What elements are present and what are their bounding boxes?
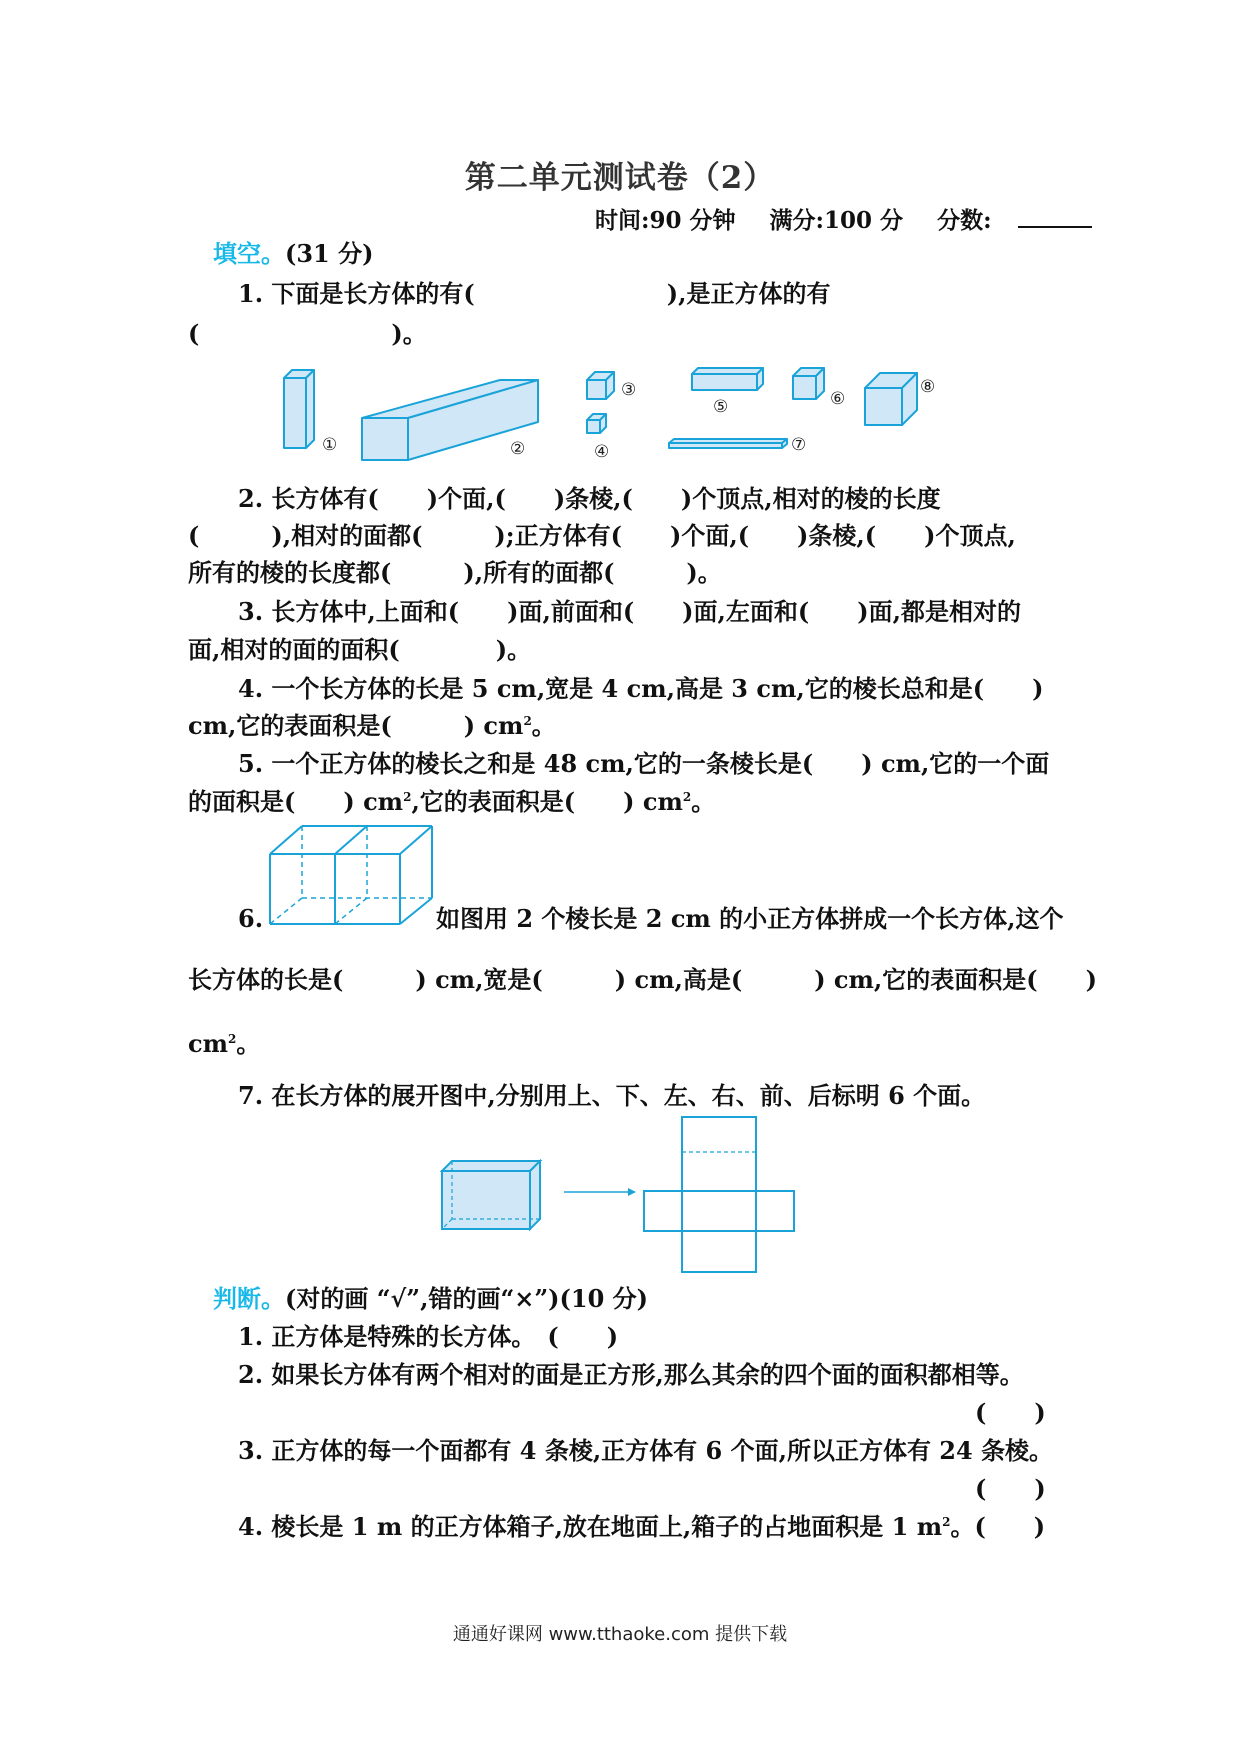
q7-arrow: [564, 1188, 636, 1196]
section-fill-blank: [213, 240, 373, 269]
section-judgement: [213, 1285, 648, 1314]
exam-meta: [595, 202, 1118, 235]
page-title: 第二单元测试卷（2）: [464, 160, 776, 196]
q5-superscript-1: 2: [403, 790, 412, 804]
shape-label-5: ⑤: [713, 397, 729, 417]
judge-2: 2. 如果长方体有两个相对的面是正方形,那么其余的四个面的面积都相等。: [238, 1360, 1024, 1389]
shape-label-3: ③: [621, 380, 637, 400]
footer-credit: 通通好课网 www.tthaoke.com 提供下载: [452, 1624, 788, 1645]
shape-5-prism: [692, 368, 763, 390]
judge-2-paren[interactable]: ( ): [975, 1398, 1046, 1427]
q6-superscript: 2: [228, 1032, 237, 1046]
shape-7-prism: [669, 439, 787, 448]
q6-line2: 长方体的长是( ) cm,宽是( ) cm,高是( ) cm,它的表面积是( ): [188, 965, 1097, 994]
shape-label-4: ④: [594, 442, 610, 462]
shape-label-7: ⑦: [791, 435, 807, 455]
q4-line2-end: 。: [531, 711, 556, 740]
section-fill-label: 填空。: [213, 239, 285, 268]
judge-4-end: 。( ): [950, 1512, 1046, 1541]
q7-net: [644, 1117, 794, 1272]
q7-cuboid: [442, 1161, 540, 1229]
section-judgement-rest: (对的画 “√”,错的画“×”)(10 分): [285, 1284, 648, 1313]
q4-line1: 4. 一个长方体的长是 5 cm,宽是 4 cm,高是 3 cm,它的棱长总和是( ): [238, 674, 1044, 703]
score-label: 分数:: [937, 207, 992, 234]
q1-shapes-figure: [270, 350, 970, 470]
q5-line2: [188, 788, 715, 817]
judge-4-superscript: 2: [942, 1515, 951, 1529]
q6-line1: 如图用 2 个棱长是 2 cm 的小正方体拼成一个长方体,这个: [436, 904, 1064, 933]
judge-4-text: 4. 棱长是 1 m 的正方体箱子,放在地面上,箱子的占地面积是 1 m: [238, 1512, 943, 1541]
q7-line1: 7. 在长方体的展开图中,分别用上、下、左、右、前、后标明 6 个面。: [238, 1081, 986, 1110]
shape-6-cube: [793, 368, 824, 399]
judge-3: 3. 正方体的每一个面都有 4 条棱,正方体有 6 个面,所以正方体有 24 条棱。: [238, 1436, 1054, 1465]
q3-line1: 3. 长方体中,上面和( )面,前面和( )面,左面和( )面,都是相对的: [238, 597, 1021, 626]
section-judgement-label: 判断。: [213, 1284, 285, 1313]
q6-line3-end: 。: [236, 1029, 261, 1058]
judge-1: 1. 正方体是特殊的长方体。 ( ): [238, 1322, 619, 1351]
shape-1-prism: [284, 370, 314, 448]
shape-4-cube: [587, 414, 606, 433]
shape-label-1: ①: [322, 435, 338, 455]
judge-4: [238, 1513, 1045, 1542]
shape-label-8: ⑧: [920, 377, 936, 397]
shape-8-cube: [865, 373, 917, 425]
q1-line2: ( )。: [188, 319, 427, 348]
q2-line3: 所有的棱的长度都( ),所有的面都( )。: [188, 558, 722, 587]
q6-line3: [188, 1030, 260, 1059]
q6-number: 6.: [238, 904, 264, 933]
q1-line1: 1. 下面是长方体的有( ),是正方体的有: [238, 279, 831, 308]
q6-cuboid-figure: [268, 824, 438, 930]
section-fill-points: (31 分): [285, 239, 374, 268]
q6-line3-unit: cm: [188, 1029, 229, 1058]
q4-superscript: 2: [523, 714, 532, 728]
q4-line2: [188, 712, 556, 741]
q3-line2: 面,相对的面的面积( )。: [188, 635, 532, 664]
q2-line2: ( ),相对的面都( );正方体有( )个面,( )条棱,( )个顶点,: [188, 521, 1016, 550]
score-blank[interactable]: [1018, 208, 1092, 228]
q5-line2-mid: ,它的表面积是( ) cm: [411, 787, 683, 816]
shape-label-2: ②: [510, 439, 526, 459]
q5-superscript-2: 2: [682, 790, 692, 804]
q5-line2-end: 。: [691, 787, 716, 816]
q4-line2-text: cm,它的表面积是( ) cm: [188, 711, 524, 740]
judge-3-paren[interactable]: ( ): [975, 1474, 1046, 1503]
q5-line1: 5. 一个正方体的棱长之和是 48 cm,它的一条棱长是( ) cm,它的一个面: [238, 749, 1050, 778]
q7-net-figure: [440, 1115, 800, 1275]
shape-label-6: ⑥: [830, 389, 846, 409]
shape-3-cube: [587, 372, 614, 399]
full-score-info: 满分:100 分: [769, 207, 904, 234]
time-info: 时间:90 分钟: [595, 207, 736, 234]
q2-line1: 2. 长方体有( )个面,( )条棱,( )个顶点,相对的棱的长度: [238, 484, 941, 513]
q5-line2-text: 的面积是( ) cm: [188, 787, 404, 816]
